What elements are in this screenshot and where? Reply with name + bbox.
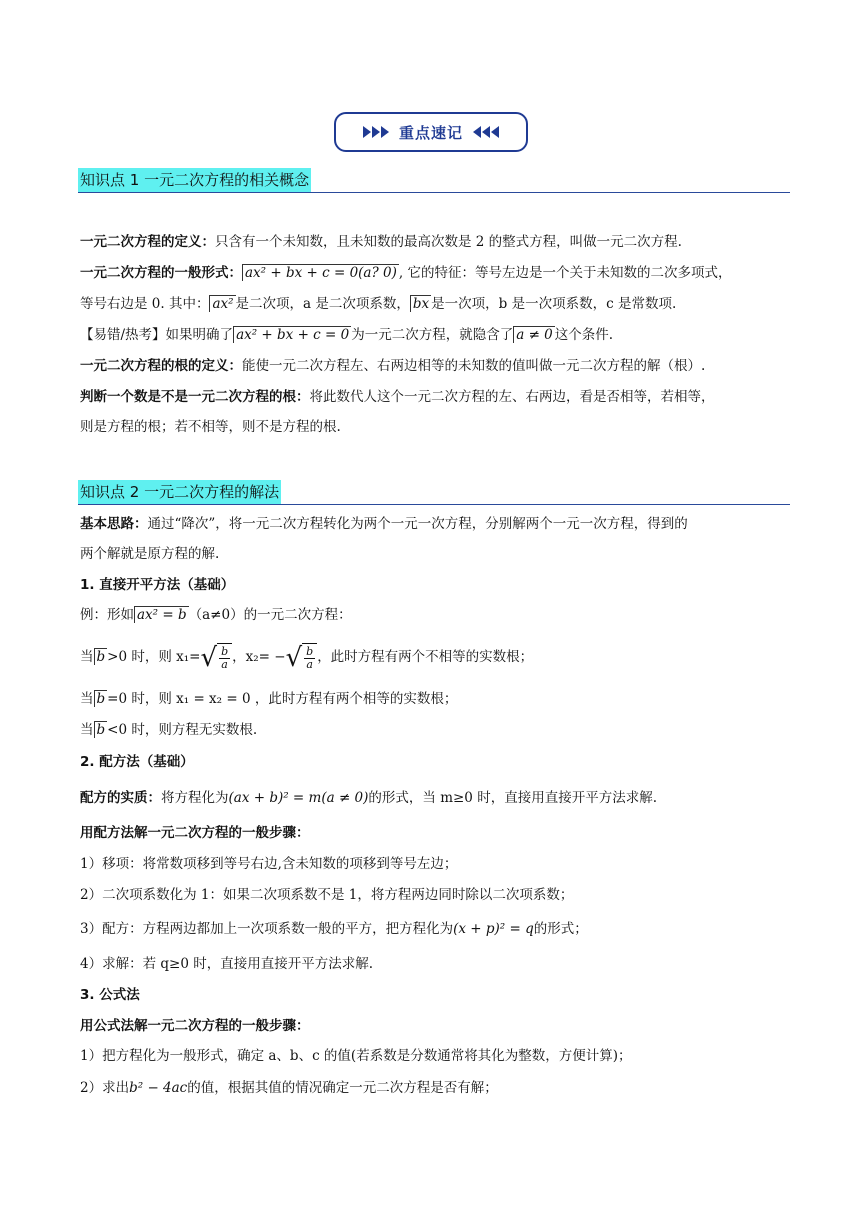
definition-label: 一元二次方程的定义： — [80, 234, 215, 250]
form-text: 是一次项，b 是一次项系数，c 是常数项. — [431, 296, 677, 312]
general-form-text: 它的特征：等号左边是一个关于未知数的二次多项式， — [407, 265, 732, 281]
step-text: 的形式； — [533, 921, 588, 937]
basic-idea-text: 通过“降次”，将一元二次方程转化为两个一元一次方程，分别解两个一元一次方程，得到的 — [147, 516, 688, 532]
case-text: ，此时方程有两个不相等的实数根； — [317, 649, 534, 665]
root-definition-text: 能使一元二次方程左、右两边相等的未知数的值叫做一元二次方程的解（根）. — [242, 358, 706, 374]
method-2-step-1: 1）移项：将常数项移到等号右边,含未知数的项移到等号左边； — [80, 856, 458, 872]
method-3-step-2 — [80, 1079, 498, 1097]
basic-idea-label: 基本思路： — [80, 516, 148, 532]
triple-arrow-right-icon — [363, 126, 389, 138]
definition-line — [80, 233, 682, 251]
section-divider-1 — [78, 192, 790, 193]
method-3-steps-title: 用公式法解一元二次方程的一般步骤： — [80, 1018, 310, 1034]
sqrt-b-over-a-2: √ $\frac{b}{a}$ — [286, 643, 318, 672]
method-1-example — [80, 606, 352, 624]
hot-tip-text: 【易错/热考】如果明确了 — [80, 327, 234, 343]
step-text: 3）配方：方程两边都加上一次项系数一般的平方，把方程化为 — [80, 921, 454, 937]
section-divider-2 — [78, 504, 790, 505]
judge-root-line-2: 则是方程的根；若不相等，则不是方程的根. — [80, 419, 341, 435]
substance-text: 将方程化为 — [161, 790, 229, 806]
method-1-case-negative — [80, 721, 257, 739]
step-text: 的值，根据其值的情况确定一元二次方程是否有解； — [187, 1080, 498, 1096]
root-definition-line — [80, 357, 705, 375]
case-b: b — [94, 721, 108, 738]
case-b: b — [94, 690, 108, 707]
method-1-case-zero — [80, 690, 457, 708]
judge-root-text: 将此数代人这个一元二次方程的左、右两边，看是否相等，若相等， — [309, 389, 715, 405]
method-1-case-positive — [80, 643, 533, 672]
hot-tip-text: 这个条件. — [554, 327, 614, 343]
case-text: ，x₂= − — [232, 649, 286, 665]
section-heading-2: 知识点 2 一元二次方程的解法 — [78, 480, 281, 504]
frac-numerator: b — [306, 645, 314, 658]
case-text: <0 时，则方程无实数根. — [107, 722, 258, 738]
method-2-title: 2. 配方法（基础） — [80, 754, 194, 770]
basic-idea-line — [80, 515, 688, 533]
method-2-step-3 — [80, 920, 588, 938]
step-math: (x + p)² = q — [453, 921, 534, 937]
form-text: 等号右边是 0. 其中： — [80, 296, 210, 312]
hot-tip-math: ax² + bx + c = 0 — [233, 326, 351, 343]
method-3-step-1: 1）把方程化为一般形式，确定 a、b、c 的值(若系数是分数通常将其化为整数，方便计算)； — [80, 1048, 632, 1064]
basic-idea-line-2: 两个解就是原方程的解. — [80, 546, 220, 562]
example-math: ax² = b — [134, 606, 189, 623]
frac-numerator: b — [221, 645, 229, 658]
triple-arrow-left-icon — [473, 126, 499, 138]
section-heading-1: 知识点 1 一元二次方程的相关概念 — [78, 168, 311, 192]
step-text: 2）求出 — [80, 1080, 130, 1096]
method-2-substance — [80, 789, 657, 807]
case-text: 当 — [80, 691, 94, 707]
general-form-label: 一元二次方程的一般形式： — [80, 265, 242, 281]
case-text: 当 — [80, 722, 94, 738]
sqrt-b-over-a: √ $\frac{b}{a}$ — [200, 643, 232, 672]
definition-text: 只含有一个未知数，且未知数的最高次数是 2 的整式方程，叫做一元二次方程. — [215, 234, 682, 250]
general-form-math: ax² + bx + c = 0(a? 0) — [242, 264, 399, 281]
substance-math: (ax + b)² = m(a ≠ 0) — [228, 790, 369, 806]
banner-title: 重点速记 — [398, 123, 463, 142]
judge-root-line — [80, 388, 715, 406]
case-b: b — [94, 648, 108, 665]
form-text: 是二次项，a 是二次项系数， — [235, 296, 410, 312]
linear-term-math: bx — [410, 295, 431, 312]
case-text: =0 时，则 x₁ = x₂ = 0 ，此时方程有两个相等的实数根； — [107, 691, 458, 707]
general-form-line: 一元二次方程的一般形式： ax² + bx + c = 0(a? 0) , 它的特征：等号左边是一个关于未知数的二次多项式， — [80, 265, 732, 281]
case-text: 当 — [80, 649, 94, 665]
method-3-title: 3. 公式法 — [80, 987, 140, 1003]
frac-denominator: a — [221, 658, 228, 671]
method-2-step-2: 2）二次项系数化为 1：如果二次项系数不是 1，将方程两边同时除以二次项系数； — [80, 887, 574, 903]
general-form-line-2 — [80, 295, 676, 313]
method-2-steps-title: 用配方法解一元二次方程的一般步骤： — [80, 825, 310, 841]
substance-label: 配方的实质： — [80, 790, 161, 806]
root-definition-label: 一元二次方程的根的定义： — [80, 358, 242, 374]
example-text: 例：形如 — [80, 607, 134, 623]
method-1-title: 1. 直接开平方法（基础） — [80, 577, 235, 593]
hot-tip-line — [80, 326, 613, 344]
case-text: >0 时，则 x₁= — [107, 649, 201, 665]
example-text: （a≠0）的一元二次方程： — [188, 607, 352, 623]
substance-text: 的形式，当 m≥0 时，直接用直接开平方法求解. — [368, 790, 657, 806]
hot-tip-condition: a ≠ 0 — [513, 326, 555, 343]
hot-tip-text: 为一元二次方程，就隐含了 — [351, 327, 514, 343]
frac-denominator: a — [306, 658, 313, 671]
judge-root-label: 判断一个数是不是一元二次方程的根： — [80, 389, 310, 405]
method-2-step-4: 4）求解：若 q≥0 时，直接用直接开平方法求解. — [80, 956, 374, 972]
quadratic-term-math: ax² — [209, 295, 235, 312]
discriminant-math: b² − 4ac — [129, 1080, 188, 1096]
section-banner — [334, 112, 528, 152]
